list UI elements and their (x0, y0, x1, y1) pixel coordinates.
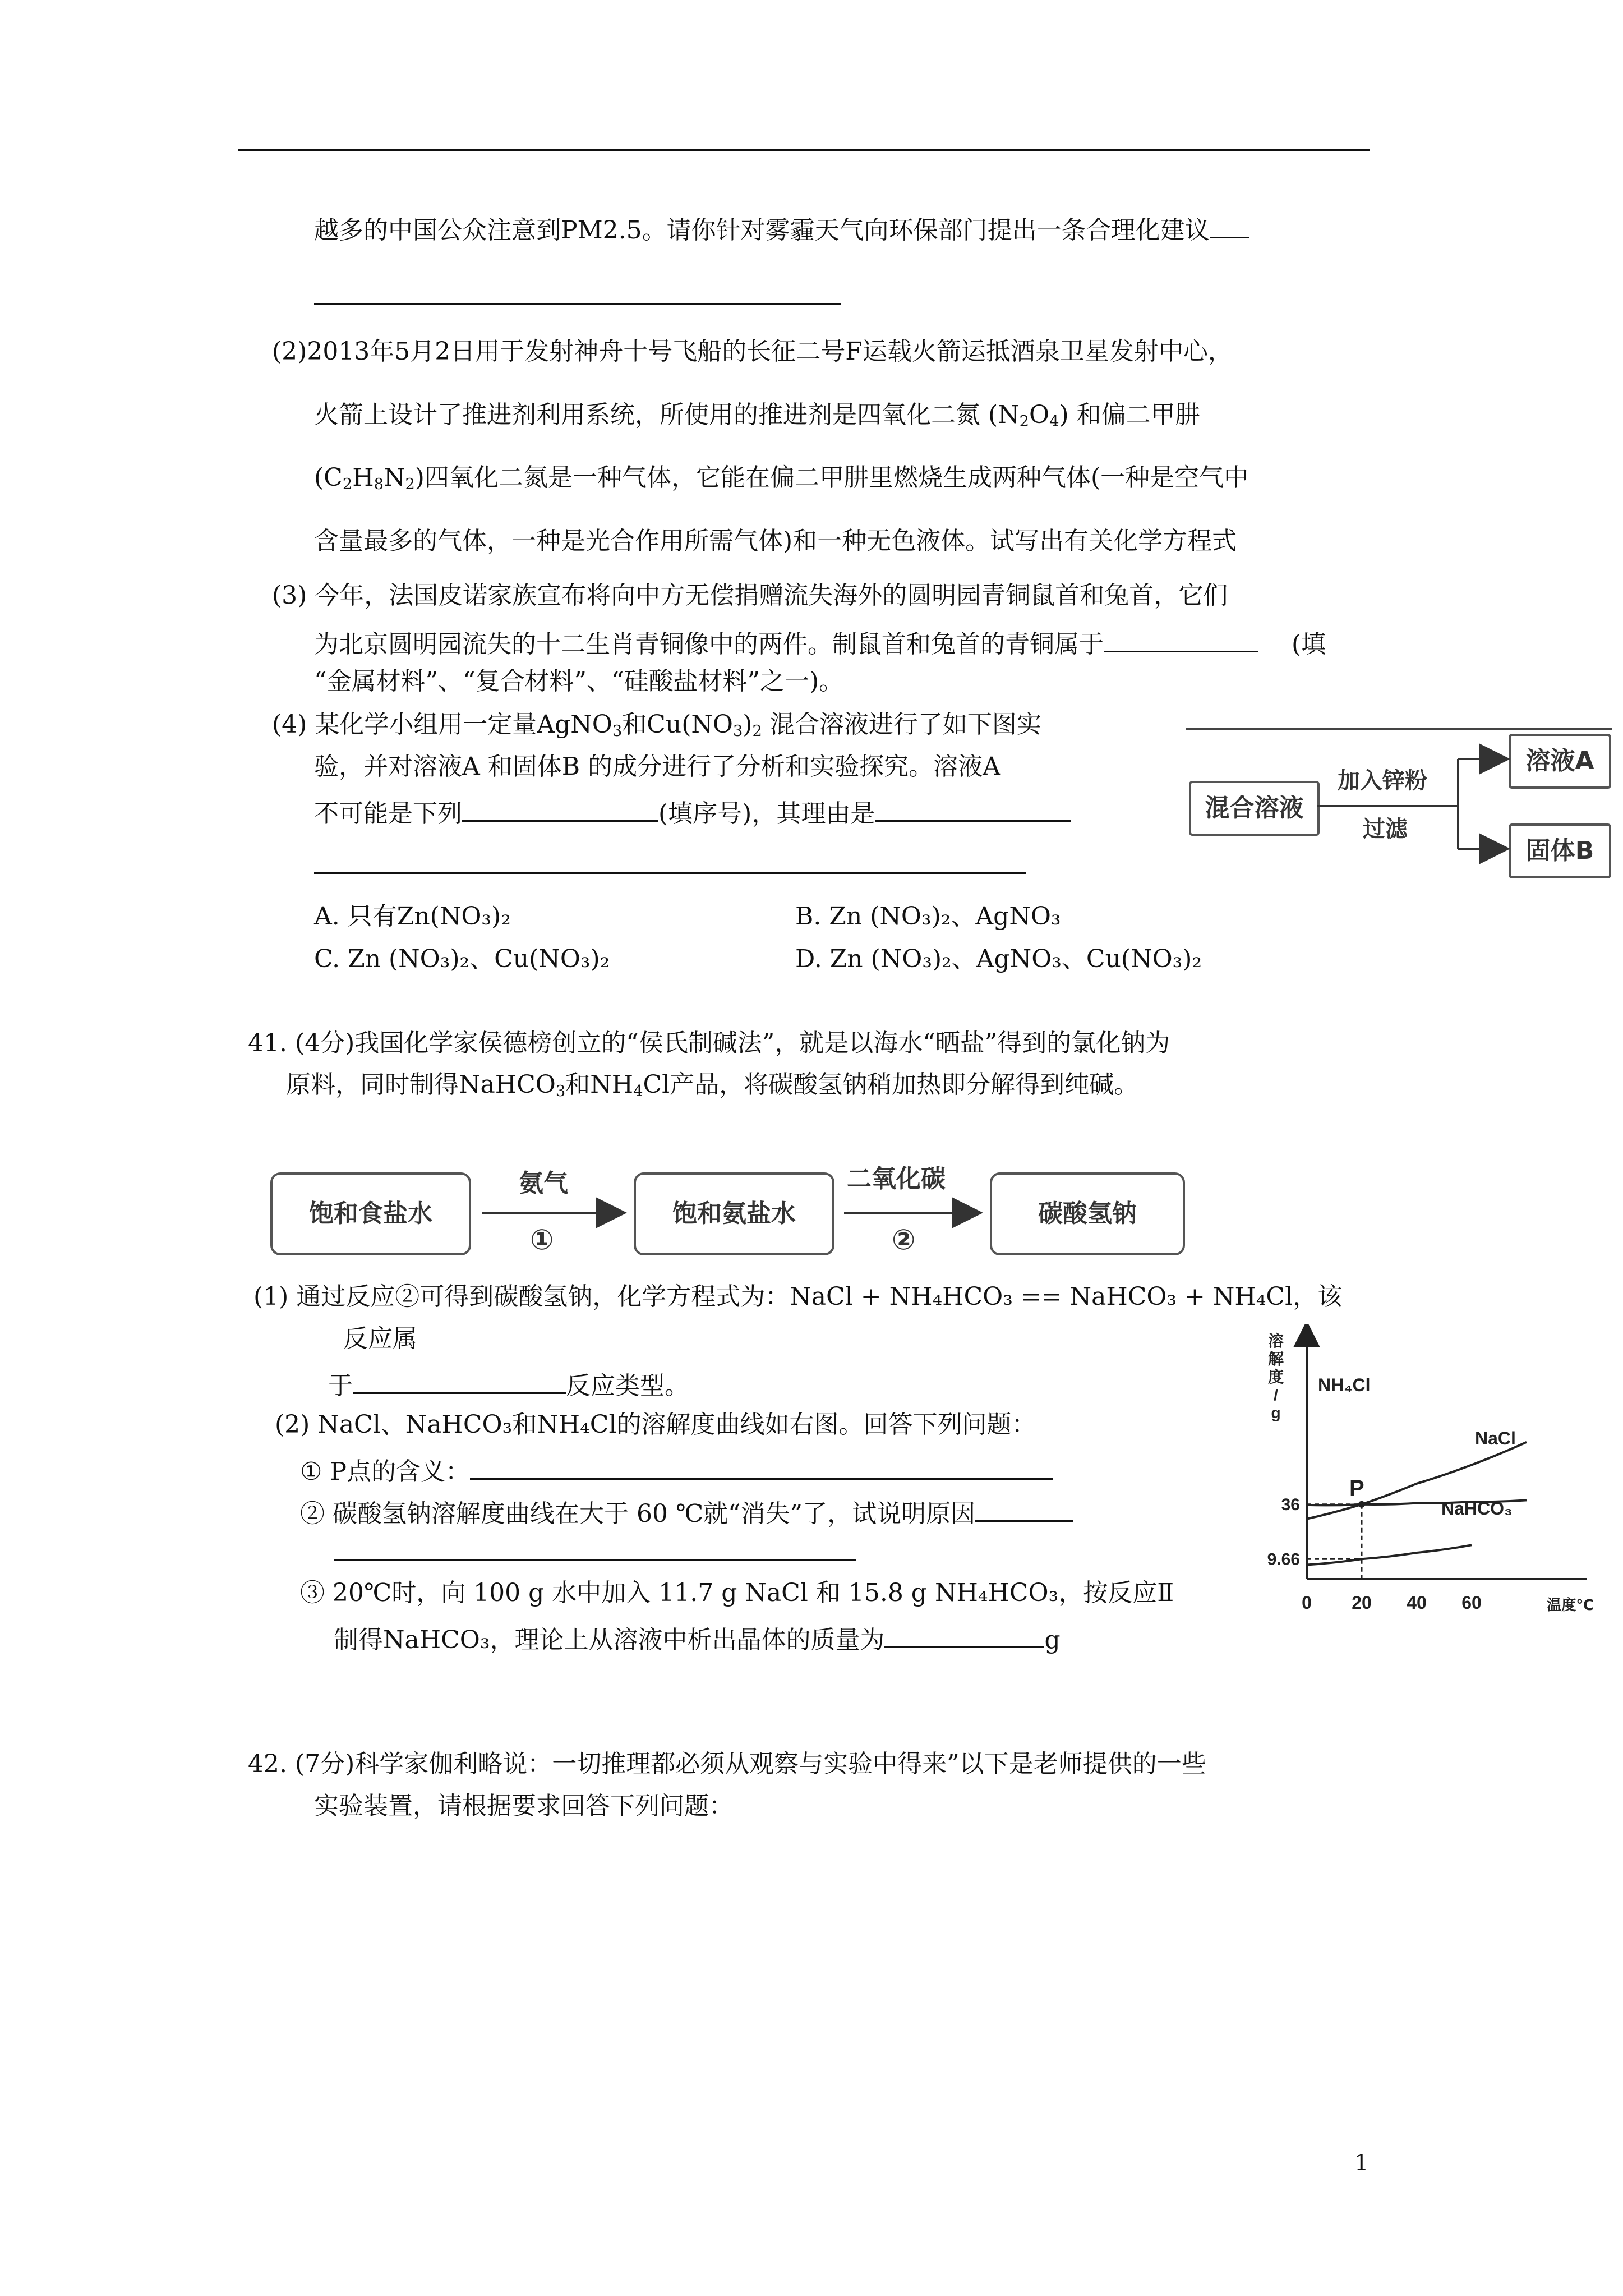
mixed-solution-box: 混合溶液 (1189, 781, 1320, 836)
ammonia-label: 氨气 (519, 1169, 568, 1198)
q42-line1: 42. (7分)科学家伽利略说：一切推理都必须从观察与实验中得来”以下是老师提供的一些 (248, 1750, 1206, 1778)
q42-line2: 实验装置，请根据要求回答下列问题： (314, 1792, 734, 1820)
q40-p2-line1: (2)2013年5月2日用于发射神舟十号飞船的长征二号F运载火箭运抵酒泉卫星发射中心， (272, 337, 1233, 366)
answer-blank[interactable] (1104, 627, 1258, 652)
q40-p3-line3: “金属材料”、“复合材料”、“硅酸盐材料”之一)。 (314, 667, 844, 696)
co2-label: 二氧化碳 (847, 1165, 946, 1193)
answer-blank-line[interactable] (334, 1559, 856, 1561)
option-d: D. Zn (NO₃)₂、AgNO₃、Cu(NO₃)₂ (795, 945, 1202, 973)
add-zinc-label: 加入锌粉 (1338, 768, 1427, 794)
y-axis-label-char: / (1274, 1386, 1278, 1404)
solid-b-box: 固体B (1509, 823, 1611, 878)
y-axis-label-char: 解 (1267, 1350, 1284, 1368)
y-axis-label-char: 度 (1267, 1368, 1284, 1386)
process-arrows (0, 0, 1, 1)
q40-p3-line2: 为北京圆明园流失的十二生肖青铜像中的两件。制鼠首和兔首的青铜属于 (填 (314, 627, 1326, 657)
answer-blank[interactable] (975, 1497, 1073, 1522)
q41-line2: 原料，同时制得NaHCO$_3$和$NH_4Cl$产品，将碳酸氢钠稍加热即分解得到纯碱。 (286, 1070, 1139, 1100)
step-1-label: ① (530, 1223, 554, 1256)
x-tick-label: 60 (1461, 1593, 1482, 1613)
q40-p2-line3: $(C_2H_8N_2)$四氧化二氮是一种气体，它能在偏二甲肼里燃烧生成两种气体(一种是空气中 (314, 463, 1249, 493)
q41-s1-line3: 于 反应类型。 (328, 1369, 689, 1398)
sodium-bicarbonate-box: 碳酸氢钠 (990, 1172, 1185, 1255)
series-label: NaHCO₃ (1441, 1498, 1513, 1519)
q41-s2-item1: ① P点的含义： (300, 1455, 1053, 1484)
q40-p4-line2: 验，并对溶液A 和固体B 的成分进行了分析和实验探究。溶液A (314, 752, 1000, 781)
solution-a-box: 溶液A (1509, 734, 1611, 789)
saturated-brine-box: 饱和食盐水 (270, 1172, 471, 1255)
y-tick-label: 36 (1281, 1495, 1300, 1514)
filter-label: 过滤 (1363, 816, 1408, 842)
point-p (1358, 1501, 1365, 1508)
q41-s2-item2: ② 碳酸氢钠溶解度曲线在大于 60 ℃就“消失”了，试说明原因 (300, 1497, 1073, 1526)
option-a: A. 只有Zn(NO₃)₂ (314, 902, 511, 931)
step-2-label: ② (892, 1223, 916, 1256)
answer-blank[interactable] (470, 1455, 1053, 1480)
series-label: NH₄Cl (1318, 1375, 1371, 1395)
point-p-label: P (1349, 1475, 1364, 1501)
answer-blank-line[interactable] (314, 872, 1026, 874)
x-tick-label: 20 (1352, 1593, 1372, 1613)
q40-line: 越多的中国公众注意到PM2.5。请你针对雾霾天气向环保部门提出一条合理化建议 (314, 213, 1249, 243)
q40-p4-line3: 不可能是下列 (填序号)，其理由是 (314, 797, 1071, 826)
option-b: B. Zn (NO₃)₂、AgNO₃ (795, 902, 1061, 931)
answer-blank[interactable] (875, 797, 1071, 822)
q40-p4-line1: (4) 某化学小组用一定量AgNO$_3$和$Cu(NO_3)_2$ 混合溶液进行了如下图实 (272, 710, 1041, 740)
x-tick-label: 40 (1407, 1593, 1427, 1613)
solubility-chart (1256, 1324, 1598, 1627)
q41-s1-line2: 反应属 (343, 1324, 417, 1353)
flow-arrows (1312, 729, 1514, 881)
page-number: 1 (1354, 2150, 1369, 2176)
answer-blank-line[interactable] (314, 303, 841, 305)
header-rule (238, 149, 1370, 151)
q41-line1: 41. (4分)我国化学家侯德榜创立的“侯氏制碱法”，就是以海水“晒盐”得到的氯化钠为 (248, 1029, 1170, 1057)
q41-s2-item3a: ③ 20℃时，向 100 g 水中加入 11.7 g NaCl 和 15.8 g NH₄HCO₃，按反应Ⅱ (300, 1579, 1174, 1607)
series-line (1307, 1545, 1472, 1565)
y-axis-label-char: 溶 (1267, 1332, 1284, 1350)
y-axis-label-char: g (1271, 1404, 1281, 1421)
q40-p2-line2: 火箭上设计了推进剂利用系统，所使用的推进剂是四氧化二氮 $(N_2O_4)$ 和偏二甲肼 (314, 401, 1200, 430)
answer-blank[interactable] (353, 1369, 566, 1394)
answer-blank[interactable] (884, 1623, 1044, 1648)
series-label: NaCl (1475, 1428, 1516, 1448)
q40-p2-line4: 含量最多的气体，一种是光合作用所需气体)和一种无色液体。试写出有关化学方程式 (314, 527, 1237, 555)
answer-blank[interactable] (462, 797, 658, 822)
q41-s2-line1: (2) NaCl、NaHCO₃和NH₄Cl的溶解度曲线如右图。回答下列问题： (275, 1410, 1036, 1439)
ammoniated-brine-box: 饱和氨盐水 (634, 1172, 834, 1255)
q41-s1-line1: (1) 通过反应②可得到碳酸氢钠，化学方程式为：NaCl + NH₄HCO₃ == NaHCO₃ + NH₄Cl，该 (253, 1282, 1343, 1311)
x-axis-label: 温度℃ (1547, 1596, 1594, 1613)
q40-p3-line1: (3) 今年，法国皮诺家族宣布将向中方无偿捐赠流失海外的圆明园青铜鼠首和兔首，它们 (272, 581, 1228, 610)
answer-blank[interactable] (1210, 213, 1249, 238)
x-tick-label: 0 (1302, 1593, 1312, 1613)
y-tick-label: 9.66 (1267, 1550, 1300, 1569)
option-c: C. Zn (NO₃)₂、Cu(NO₃)₂ (314, 945, 610, 973)
q41-s2-item3b: 制得NaHCO₃，理论上从溶液中析出晶体的质量为 g (334, 1623, 1061, 1653)
